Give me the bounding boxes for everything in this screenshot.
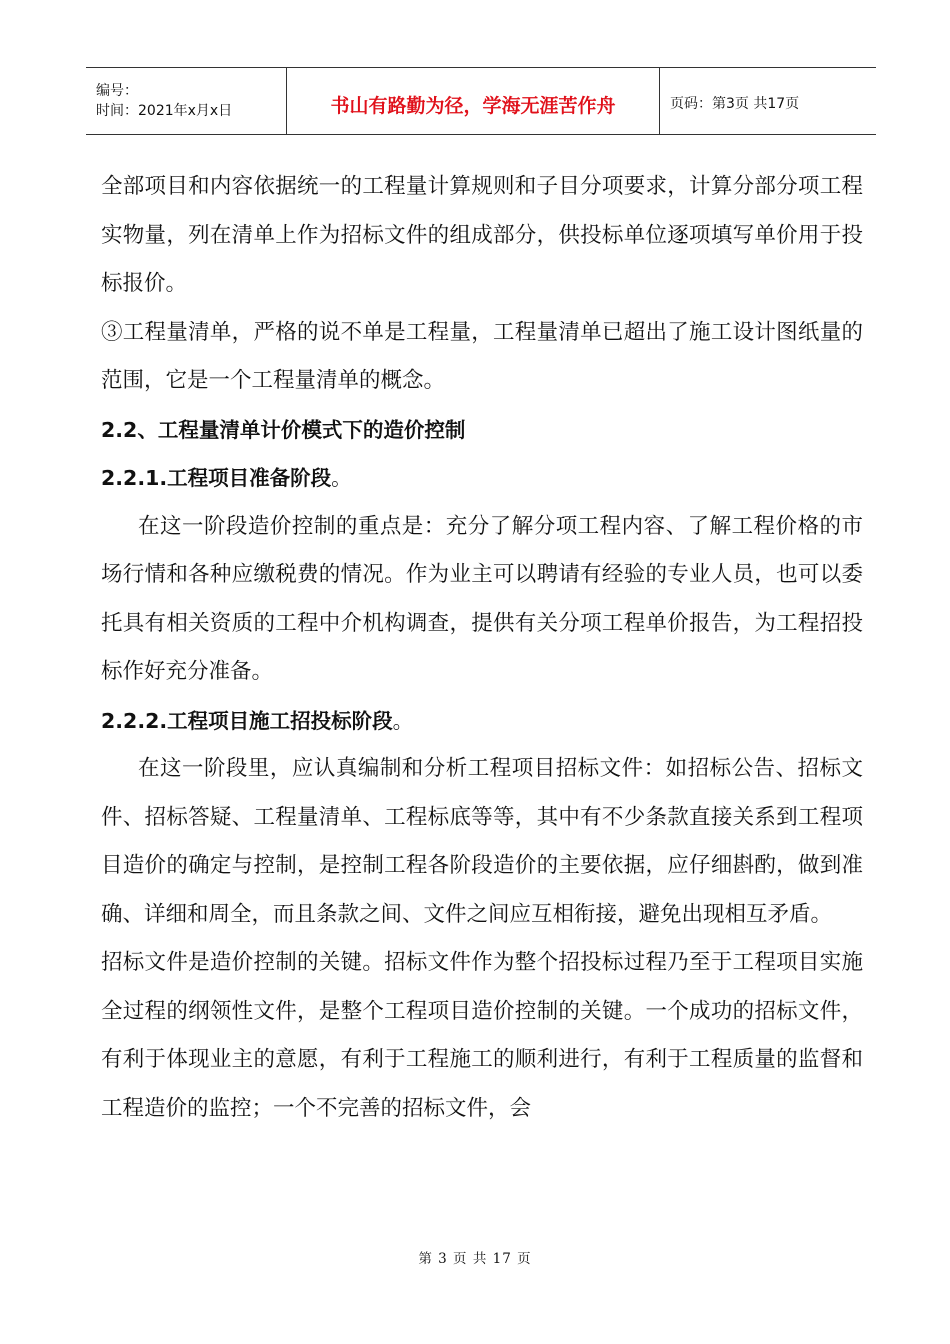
header-meta-cell: [86, 68, 287, 134]
subsection-heading-text: 2.2.1.工程项目准备阶段: [101, 466, 332, 490]
subsection-heading-2-2-2: [101, 697, 863, 746]
paragraph-2: ③工程量清单，严格的说不单是工程量，工程量清单已超出了施工设计图纸量的范围，它是一个工程量清单的概念。: [101, 319, 863, 393]
header-page-cell: [660, 68, 876, 134]
paragraph-1: 全部项目和内容依据统一的工程量计算规则和子目分项要求，计算分部分项工程实物量，列在清单上作为招标文件的组成部分，供投标单位逐项填写单价用于投标报价。: [101, 174, 863, 296]
subsection-heading-punct: 。: [392, 708, 414, 733]
document-number-label: 编号：: [96, 83, 138, 99]
header-motto: 书山有路勤为径，学海无涯苦作舟: [330, 94, 616, 117]
section-heading-2-2: 2.2、工程量清单计价模式下的造价控制: [101, 417, 466, 442]
paragraph-3: 在这一阶段造价控制的重点是：充分了解分项工程内容、了解工程价格的市场行情和各种应缴税费的情况。作为业主可以聘请有经验的专业人员，也可以委托具有相关资质的工程中介机构调查，提供有关分项工程单价报告，为工程招投标作好充分准备。: [101, 513, 863, 684]
subsection-heading-punct: 。: [331, 466, 352, 490]
subsection-heading-2-2-1: [101, 454, 863, 503]
paragraph-4: 在这一阶段里，应认真编制和分析工程项目招标文件：如招标公告、招标文件、招标答疑、工程量清单、工程标底等等，其中有不少条款直接关系到工程项目造价的确定与控制，是控制工程各阶段造价的主要依据，应仔细斟酌，做到准确、详细和周全，而且条款之间、文件之间应互相衔接，避免出现相互矛盾。: [101, 756, 863, 927]
page-footer: [0, 1247, 950, 1267]
document-time-label: 时间：2021年x月x日: [96, 103, 233, 119]
page-header: [86, 67, 876, 135]
paragraph-5: 招标文件是造价控制的关键。招标文件作为整个招投标过程乃至于工程项目实施全过程的纲领性文件，是整个工程项目造价控制的关键。一个成功的招标文件，有利于体现业主的意愿，有利于工程施工的顺利进行，有利于工程质量的监督和工程造价的监控；一个不完善的招标文件，会: [101, 950, 863, 1121]
subsection-heading-text: 2.2.2.工程项目施工招投标阶段: [101, 708, 393, 733]
document-body: [101, 163, 863, 1133]
header-motto-cell: [287, 68, 660, 134]
header-page-number: 页码：第3页 共17页: [670, 96, 800, 112]
footer-page-number: 第 3 页 共 17 页: [418, 1251, 532, 1267]
